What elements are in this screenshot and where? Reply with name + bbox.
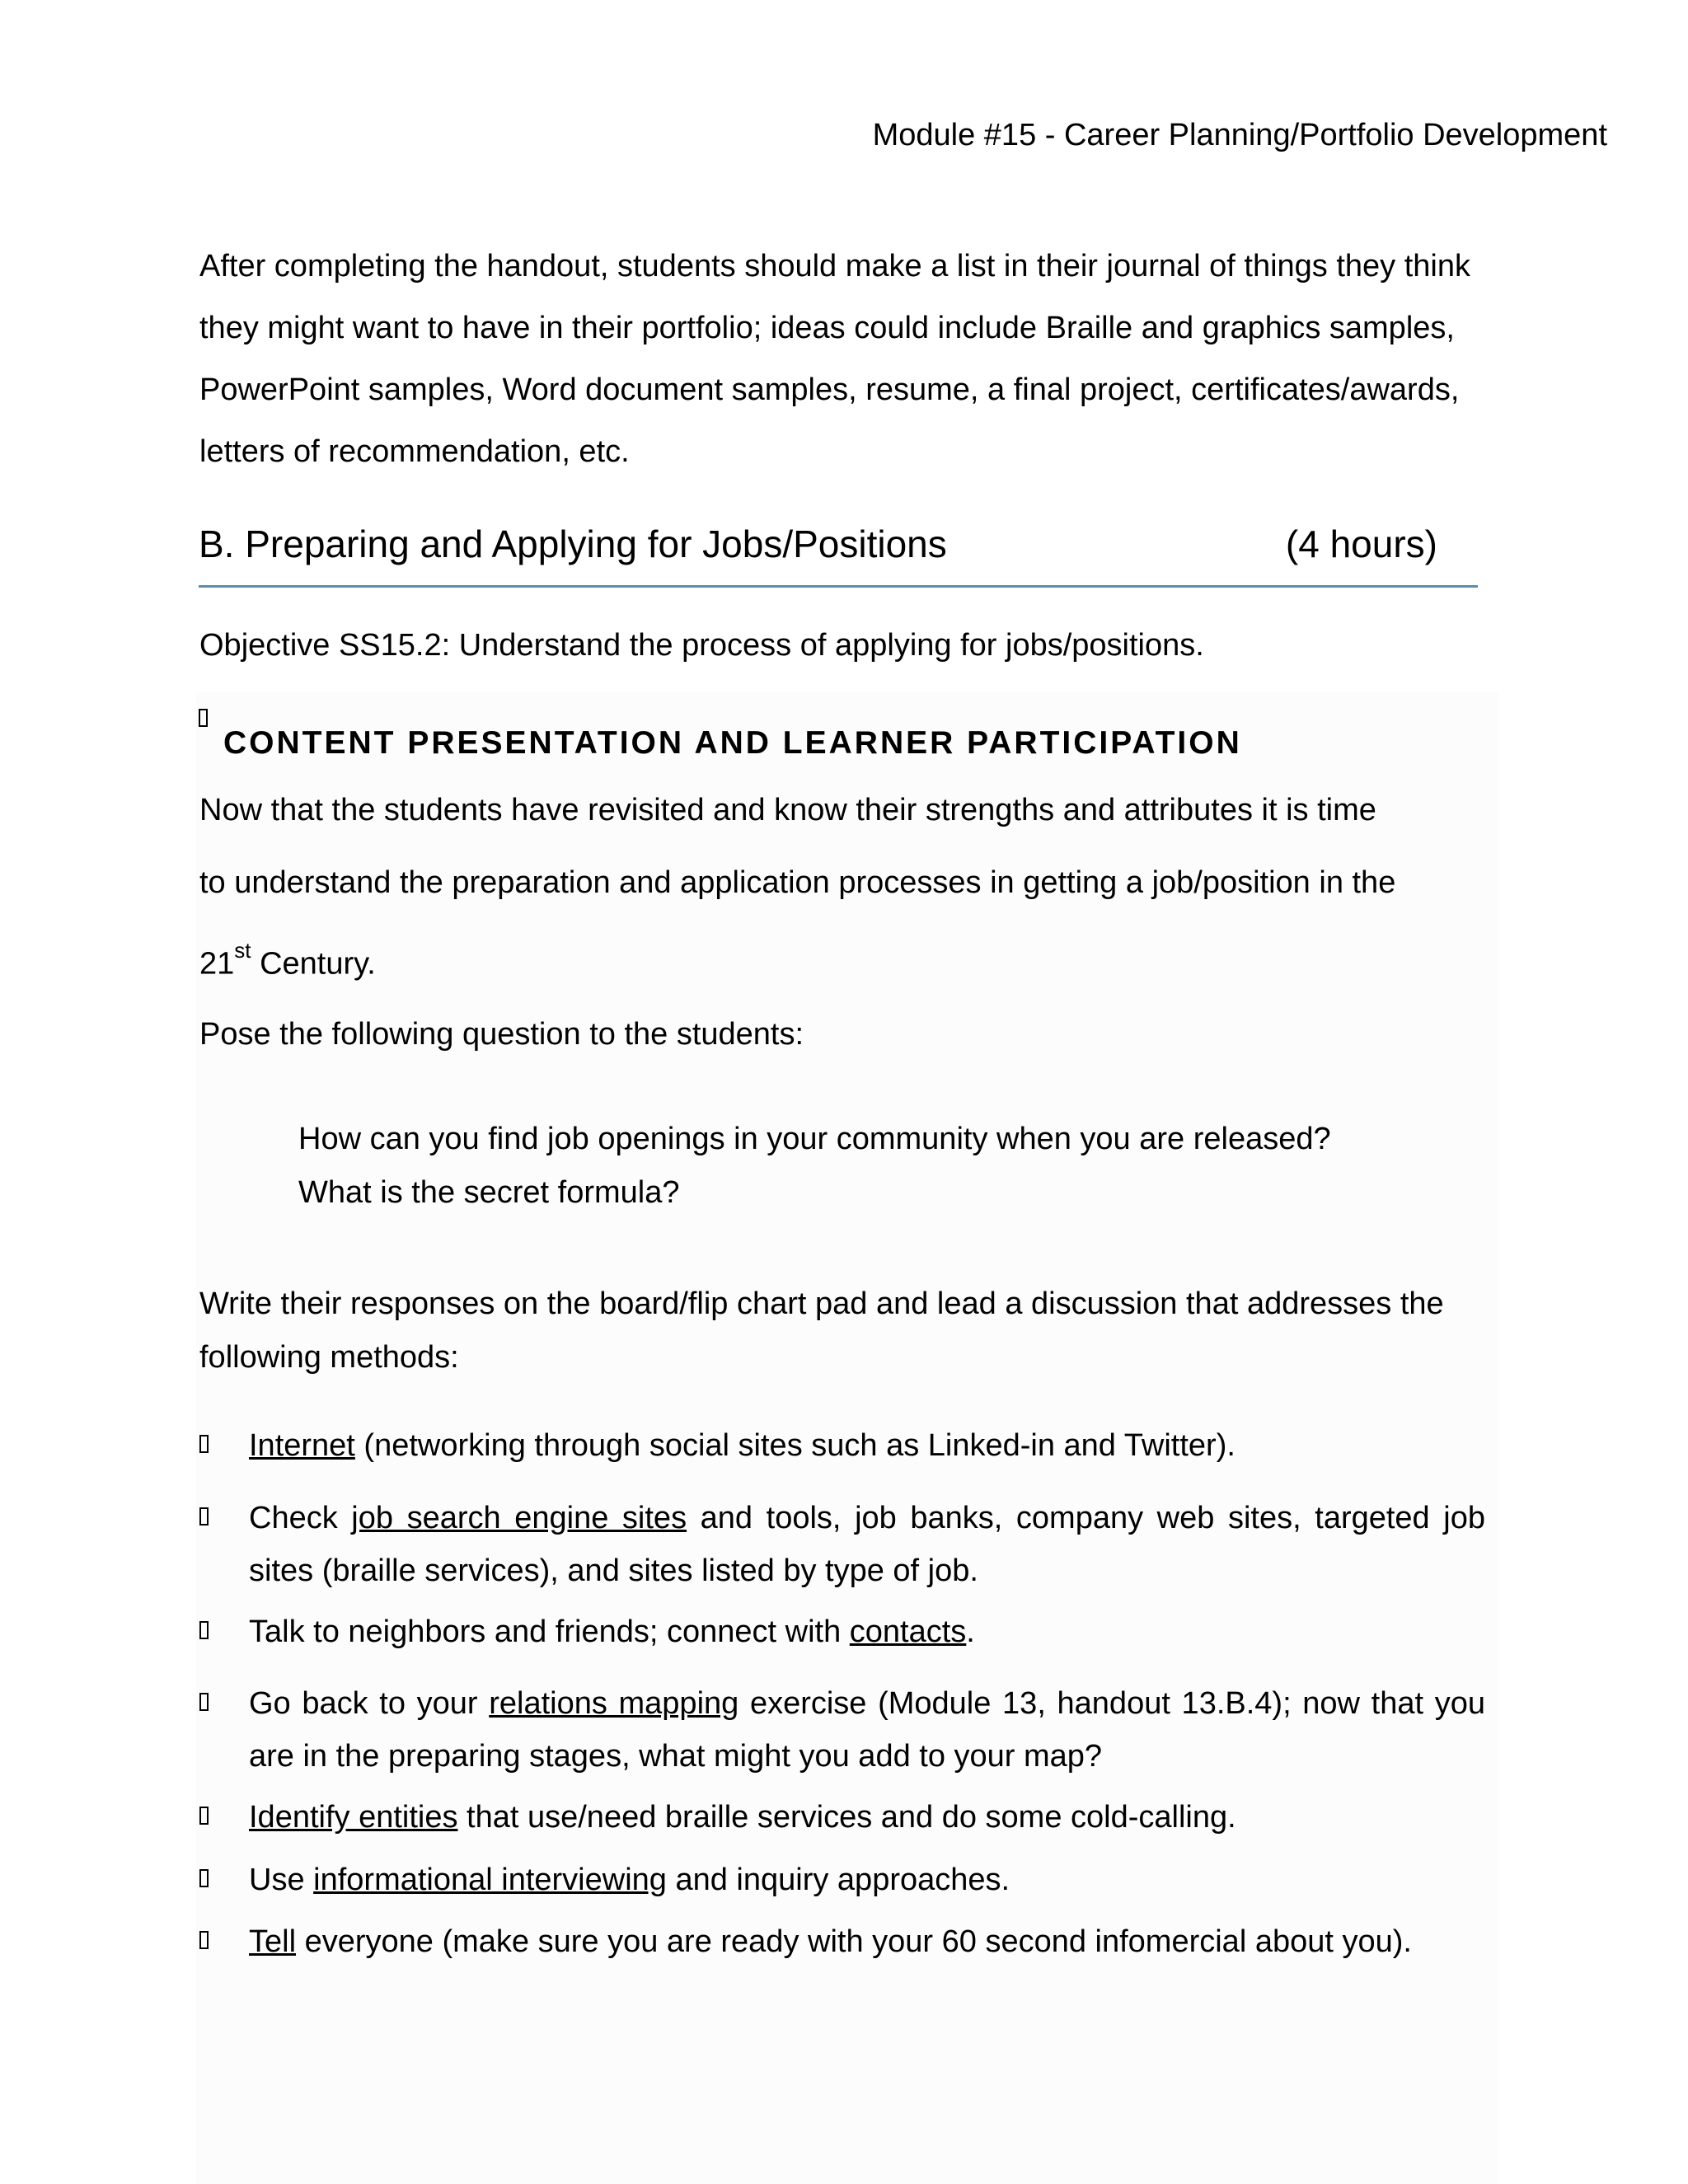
bullet-icon [199,1869,209,1887]
method-link: job search engine sites [351,1501,687,1535]
heading-divider [199,585,1478,588]
intro-paragraph: After completing the handout, students should make a list in their journal of things they think they might want to have in their portfolio; ideas could include Braille and graphics samples, PowerPoint samples, Word document samples, resume, a final project, certificates/awards, letters of recommendation, etc. [199,249,1471,469]
bullet-icon [199,1693,209,1711]
bullet-icon [199,1807,209,1825]
running-header: Module #15 - Career Planning/Portfolio Development [872,118,1607,152]
ordinal-superscript: st [234,938,251,963]
century-number: 21 [199,946,235,982]
method-link: Internet [249,1428,355,1463]
method-link: informational interviewing [313,1863,667,1897]
bullet-icon [199,1435,209,1453]
discussion-intro: Write their responses on the board/flip chart pad and lead a discussion that addresses the following methods: [199,1286,1444,1375]
method-link: Identify entities [249,1800,458,1835]
method-link: relations mapping [489,1686,739,1721]
content-line [199,935,1518,1007]
content-presentation-heading: CONTENT PRESENTATION AND LEARNER PARTICIPATION [223,725,1242,761]
pose-prompt: Pose the following question to the students: [199,1017,804,1052]
objective-text: Objective SS15.2: Understand the process of applying for jobs/positions. [199,628,1204,663]
century-word: Century. [251,946,376,982]
section-heading [199,519,1476,569]
content-line: to understand the preparation and application processes in getting a job/position in the [199,865,1396,900]
question-line: What is the secret formula? [298,1175,680,1210]
bullet-icon [199,1507,209,1526]
section-title: B. Preparing and Applying for Jobs/Positions [199,523,947,565]
question-line: How can you find job openings in your community when you are released? [298,1122,1331,1156]
missing-glyph-icon [199,709,208,727]
bullet-icon [199,1931,209,1949]
question-block [298,1113,1331,1220]
method-link: Tell [249,1924,297,1959]
bullet-icon [199,1621,209,1639]
content-line: Now that the students have revisited and know their strengths and attributes it is time [199,793,1376,827]
method-link: contacts [849,1615,967,1649]
content-paragraph [199,790,1518,1007]
document-page: Module #15 - Career Planning/Portfolio Development After completing the handout, students should make a list in their journal of things they think they might want to have in their portfolio; ideas could include Braille and graphics samples, PowerPoint samples, Word document samples, resume, a final project, certificates/awards, letters of recommendation, etc. B. Preparing and Applying for Jobs/Positions (4 hours) Objective SS15.2: Understand the process of applying for jobs/positions. CONTENT PRESENTATION AND LEARNER PARTICIPATION Now that the students have revisited and know their strengths and attributes it is time to understand the preparation and application processes in getting a job/position in the 21st Century. Pose the following question to the students: How can you find job openings in your community when you are released? What is the secret formula? Write their responses on the board/flip chart pad and lead a discussion that addresses the following methods: Internet (networking through social sites such as Linked-in and Twitter). Check job search engine sites and tools, job banks, company web sites, targeted job sites (braille services), and sites listed by type of job. Talk to neighbors and friends; connect with contacts. Go back to your relations mapping exercise (Module 13, handout 13.B.4); now that you are in the preparing stages, what might you add to your map? Identify entities that use/need braille services and do some cold-calling. Use informational interviewing and inquiry approaches. Tell everyone (make sure you are ready with your 60 second infomercial about you). [0,0,1688,2184]
section-duration: (4 hours) [1285,523,1437,565]
